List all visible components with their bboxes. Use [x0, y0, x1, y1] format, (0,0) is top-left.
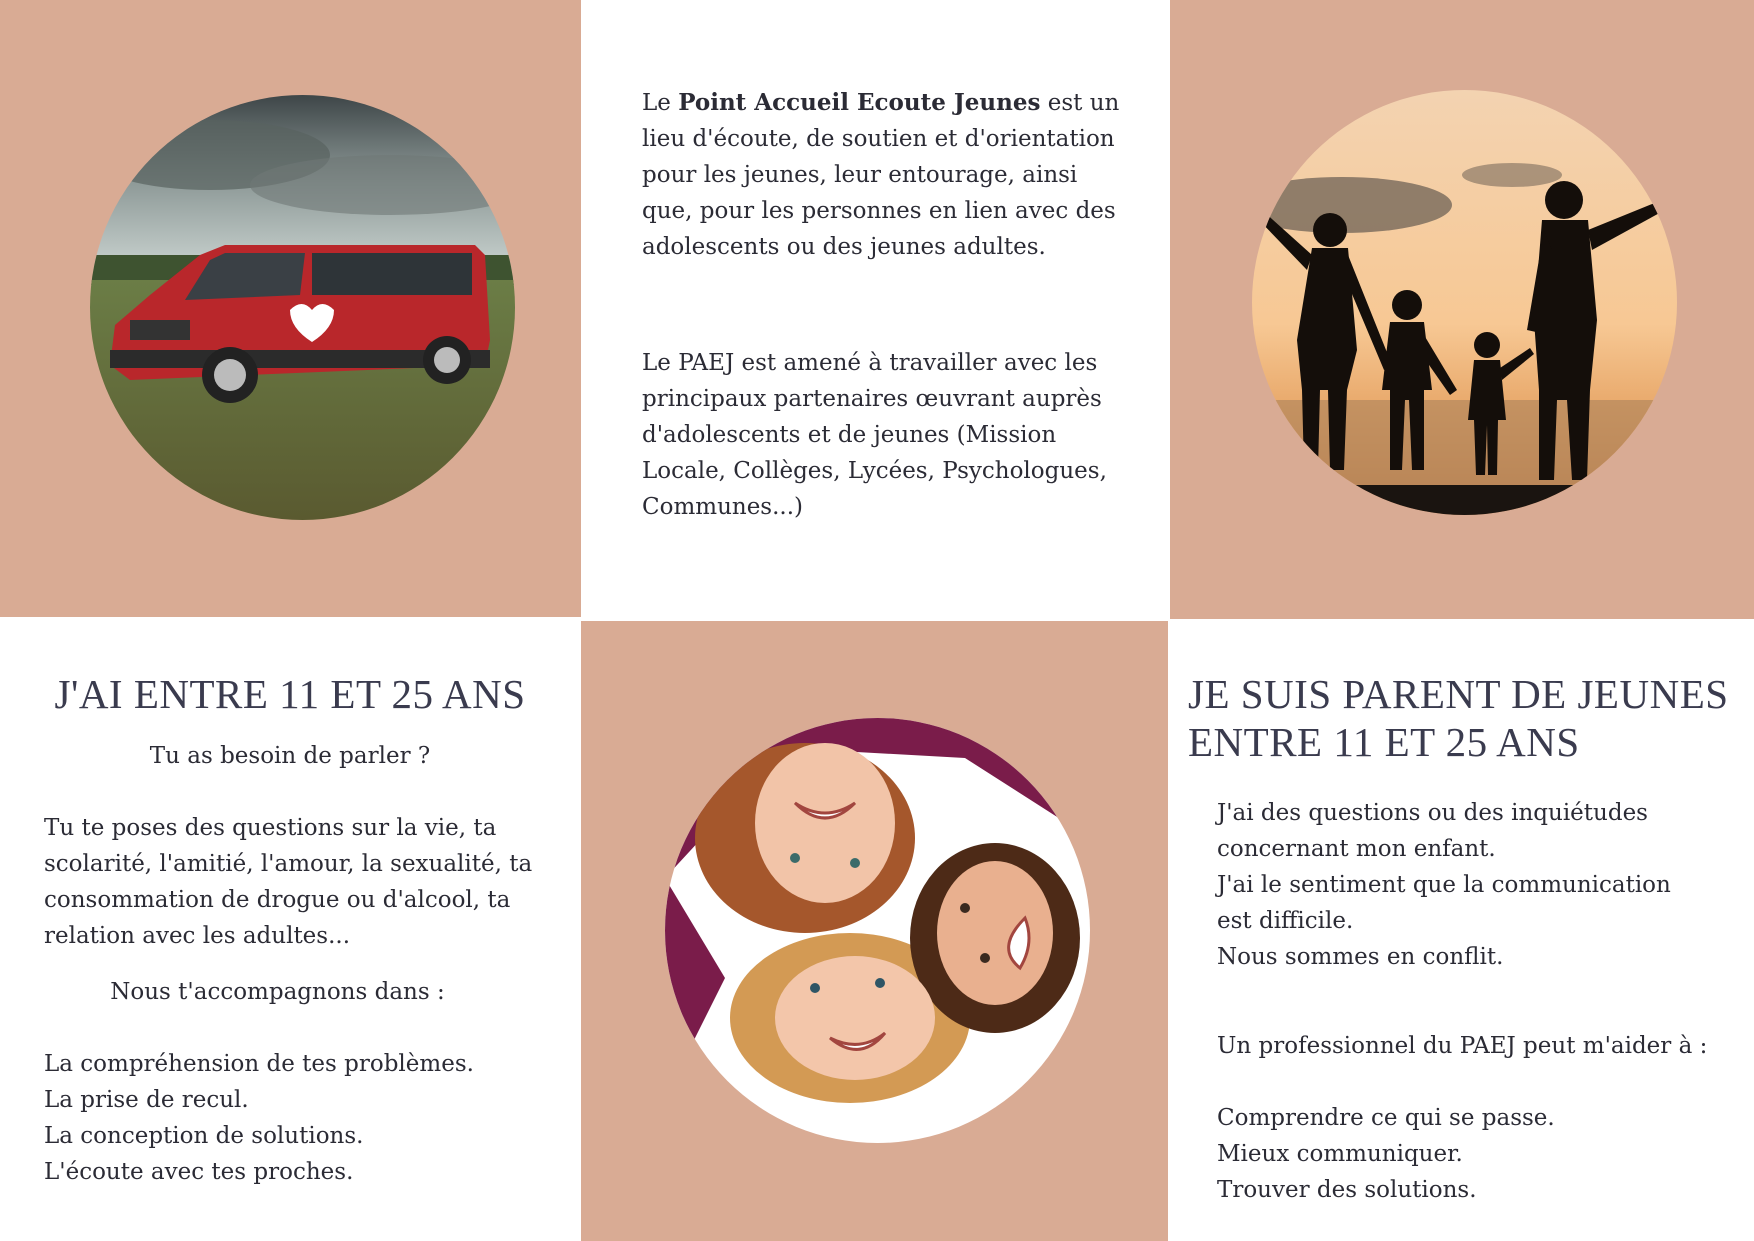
youth-intro: Tu as besoin de parler ? — [149, 743, 431, 769]
intro-prefix: Le — [642, 90, 679, 116]
van-image — [90, 95, 515, 520]
parent-help-intro: Un professionnel du PAEJ peut m'aider à : — [1217, 1033, 1708, 1059]
list-item: Mieux communiquer. — [1217, 1141, 1463, 1167]
list-item: La compréhension de tes problèmes. — [44, 1051, 474, 1077]
list-item: est difficile. — [1217, 908, 1354, 934]
youth-heading: J'AI ENTRE 11 ET 25 ANS — [54, 671, 526, 717]
parent-heading-line1: JE SUIS PARENT DE JEUNES — [1188, 671, 1729, 717]
intro-bold-name: Point Accueil Ecoute Jeunes — [678, 89, 1041, 116]
family-photo — [1252, 90, 1677, 515]
list-item: La conception de solutions. — [44, 1123, 364, 1149]
family-image — [1252, 90, 1677, 515]
partners-paragraph: Le PAEJ est amené à travailler avec les principaux partenaires œuvrant auprès d'adolescents et de jeunes (Mission Locale, Collèges, Lycées, Psychologues, Communes...) — [642, 350, 1107, 520]
list-item: La prise de recul. — [44, 1087, 249, 1113]
parent-concerns — [1217, 795, 1737, 975]
van-photo — [90, 95, 515, 520]
parent-heading-line2: ENTRE 11 ET 25 ANS — [1188, 719, 1580, 765]
youths-image — [665, 718, 1090, 1143]
intro-paragraph — [642, 85, 1132, 265]
list-item: Nous sommes en conflit. — [1217, 944, 1504, 970]
youth-subheading: Nous t'accompagnons dans : — [110, 979, 445, 1005]
youths-photo — [665, 718, 1090, 1143]
list-item: Trouver des solutions. — [1217, 1177, 1477, 1203]
parent-list — [1217, 1100, 1737, 1208]
list-item: Comprendre ce qui se passe. — [1217, 1105, 1555, 1131]
list-item: J'ai le sentiment que la communication — [1217, 872, 1671, 898]
list-item: J'ai des questions ou des inquiétudes — [1217, 800, 1648, 826]
list-item: L'écoute avec tes proches. — [44, 1159, 354, 1185]
list-item: concernant mon enfant. — [1217, 836, 1496, 862]
intro-rest: est un lieu d'écoute, de soutien et d'orientation pour les jeunes, leur entourage, ainsi que, pour les personnes en lien avec des adolescents ou des jeunes adultes. — [642, 90, 1120, 260]
parent-heading — [1188, 670, 1748, 766]
youth-body: Tu te poses des questions sur la vie, ta scolarité, l'amitié, l'amour, la sexualité, ta consommation de drogue ou d'alcool, ta relation avec les adultes... — [44, 815, 533, 949]
youth-list — [44, 1046, 544, 1190]
